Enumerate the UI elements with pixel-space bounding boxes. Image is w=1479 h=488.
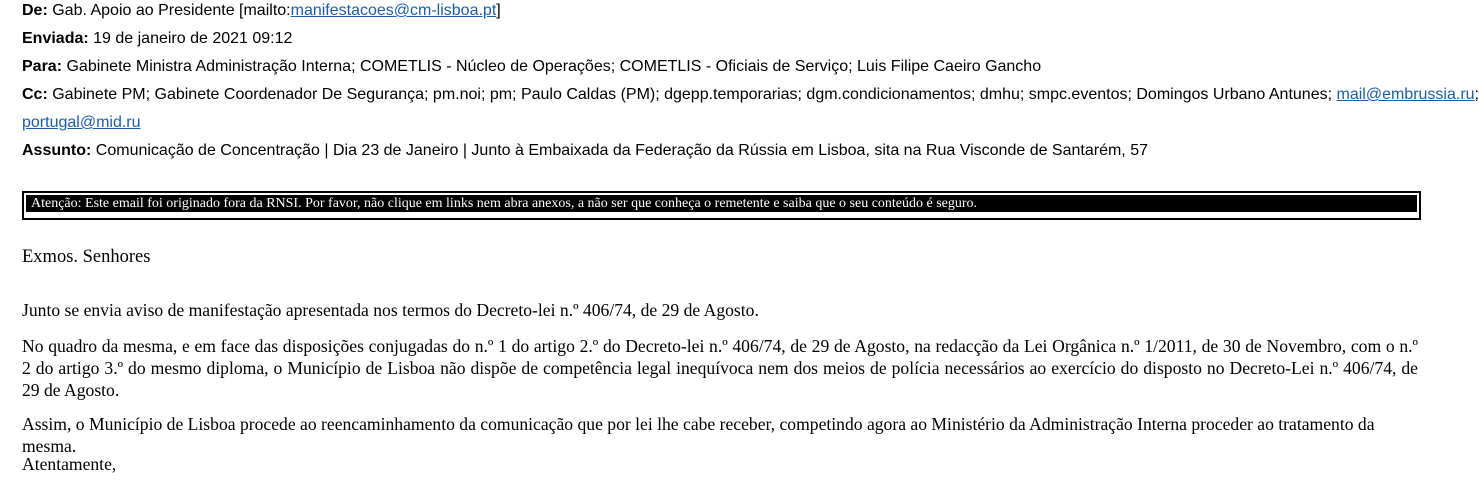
body-paragraph-2: No quadro da mesma, e em face das disposições conjugadas do n.º 1 do artigo 2.º do Decreto-lei n.º 406/74, de 29 de Agosto, na redacção da Lei Orgânica n.º 1/2011, de 30 de Novembro, com o n.º 2 do artigo 3.º do mesmo diploma, o Município de Lisboa não dispõe de competência legal inequívoca nem dos meios de polícia necessários ao exercício do disposto no Decreto-Lei n.º 406/74, de 29 de Agosto. <box>22 336 1418 400</box>
to-label: Para: <box>22 58 63 75</box>
external-email-warning-box <box>22 191 1421 220</box>
from-line <box>22 2 501 20</box>
cc-separator: ; <box>1474 86 1479 103</box>
subject-line <box>22 142 1148 160</box>
greeting: Exmos. Senhores <box>22 247 151 267</box>
sent-value: 19 de janeiro de 2021 09:12 <box>93 30 293 47</box>
cc-label: Cc: <box>22 86 48 103</box>
sent-label: Enviada: <box>22 30 89 47</box>
from-email-link[interactable]: manifestacoes@cm-lisboa.pt <box>290 2 497 19</box>
to-value: Gabinete Ministra Administração Interna; COMETLIS - Núcleo de Operações; COMETLIS - Oficiais de Serviço; Luis Filipe Caeiro Gancho <box>66 58 1042 75</box>
subject-value: Comunicação de Concentração | Dia 23 de Janeiro | Junto à Embaixada da Federação da Rússia em Lisboa, sita na Rua Visconde de Santarém, 57 <box>95 142 1148 159</box>
subject-label: Assunto: <box>22 142 92 159</box>
to-line <box>22 58 1041 76</box>
from-suffix: ] <box>496 2 501 19</box>
closing: Atentamente, <box>22 454 117 474</box>
from-label: De: <box>22 2 48 19</box>
from-value: Gab. Apoio ao Presidente [mailto: <box>52 2 291 19</box>
body-paragraph-1: Junto se envia aviso de manifestação apresentada nos termos do Decreto-lei n.º 406/74, de 29 de Agosto. <box>22 300 759 320</box>
cc-email-mid-link[interactable]: portugal@mid.ru <box>22 114 141 131</box>
external-email-warning-text: Atenção: Este email foi originado fora da RNSI. Por favor, não clique em links nem abra anexos, a não ser que conheça o remetente e saiba que o seu conteúdo é seguro. <box>26 195 1417 212</box>
cc-line-continued <box>22 114 141 132</box>
cc-email-embrussia-link[interactable]: mail@embrussia.ru <box>1336 86 1475 103</box>
cc-line <box>22 86 1479 104</box>
sent-line <box>22 30 292 48</box>
body-paragraph-3: Assim, o Município de Lisboa procede ao reencaminhamento da comunicação que por lei lhe cabe receber, competindo agora ao Ministério da Administração Interna proceder ao tratamento da mesma. <box>22 414 1375 456</box>
cc-value: Gabinete PM; Gabinete Coordenador De Segurança; pm.noi; pm; Paulo Caldas (PM); dgepp.temporarias; dgm.condicionamentos; dmhu; smpc.eventos; Domingos Urbano Antunes; <box>52 86 1333 103</box>
